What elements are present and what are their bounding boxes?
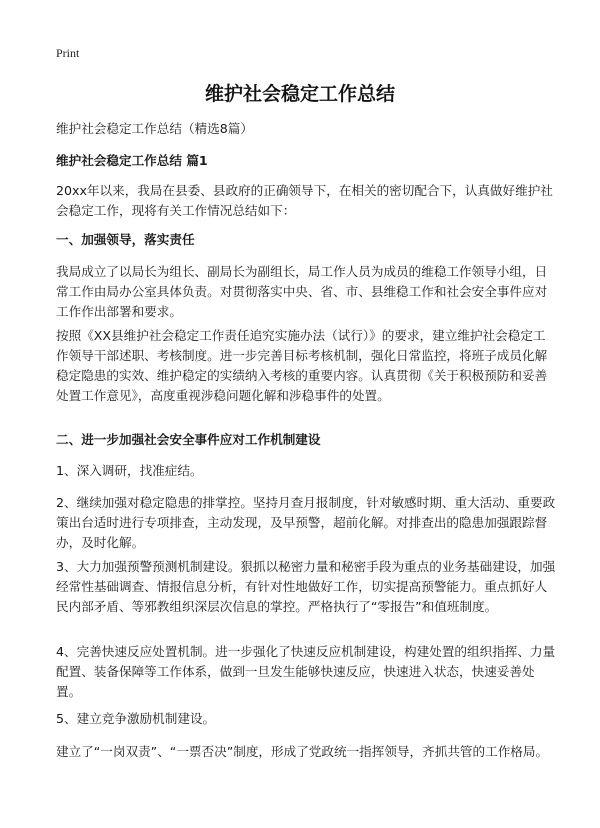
paragraph-3: 建立了“一岗双责”、“一票否决”制度，形成了党政统一指挥领导，齐抓共管的工作格局。 — [56, 744, 549, 759]
print-link[interactable]: Print — [56, 46, 80, 60]
list-item-4: 4、完善快速反应处置机制。进一步强化了快速反应机制建设，构建处置的组织指挥、力量配置、装备保障等工作体系，做到一旦发生能够快速反应，快速进入状态，快速妥善处置。 — [56, 644, 556, 699]
list-item-1: 1、深入调研，找准症结。 — [56, 463, 203, 478]
list-item-3: 3、大力加强预警预测机制建设。狠抓以秘密力量和秘密手段为重点的业务基础建设，加强经常性基础调查、情报信息分析，有针对性地做好工作，切实提高预警能力。重点抓好人民内部矛盾、等邪教组织深层次信息的掌控。严格执行了“零报告”和值班制度。 — [56, 559, 556, 614]
heading-2: 二、进一步加强社会安全事件应对工作机制建设 — [56, 432, 321, 447]
paragraph-1: 我局成立了以局长为组长、副局长为副组长，局工作人员为成员的维稳工作领导小组，日常工作由局办公室具体负责。对贯彻落实中央、省、市、县维稳工作和社会安全事件应对工作作出部署和要求。 — [56, 264, 548, 319]
section-title: 维护社会稳定工作总结 篇1 — [56, 153, 208, 168]
document-subtitle: 维护社会稳定工作总结（精选8篇） — [56, 121, 253, 136]
document-title: 维护社会稳定工作总结 — [204, 83, 395, 105]
intro-paragraph: 20xx年以来，我局在县委、县政府的正确领导下，在相关的密切配合下，认真做好维护社会稳定工作，现将有关工作情况总结如下： — [56, 183, 553, 218]
paragraph-2: 按照《XX县维护社会稳定工作责任追究实施办法（试行）》的要求，建立维护社会稳定工作领导干部述职、考核制度。进一步完善目标考核机制，强化日常监控，将班子成员化解稳定隐患的实效、维护稳定的实绩纳入考核的重要内容。认真贯彻《关于积极预防和妥善处置工作意见》，高度重视涉稳问题化解和涉稳事件的处置。 — [56, 328, 548, 403]
list-item-2: 2、继续加强对稳定隐患的排掌控。坚持月查月报制度，针对敏感时期、重大活动、重要政策出台适时进行专项排查，主动发现，及早预警，超前化解。对排查出的隐患加强跟踪督办，及时化解。 — [56, 495, 556, 550]
list-item-5: 5、建立竞争激励机制建设。 — [56, 711, 216, 726]
heading-1: 一、加强领导，落实责任 — [56, 232, 195, 247]
